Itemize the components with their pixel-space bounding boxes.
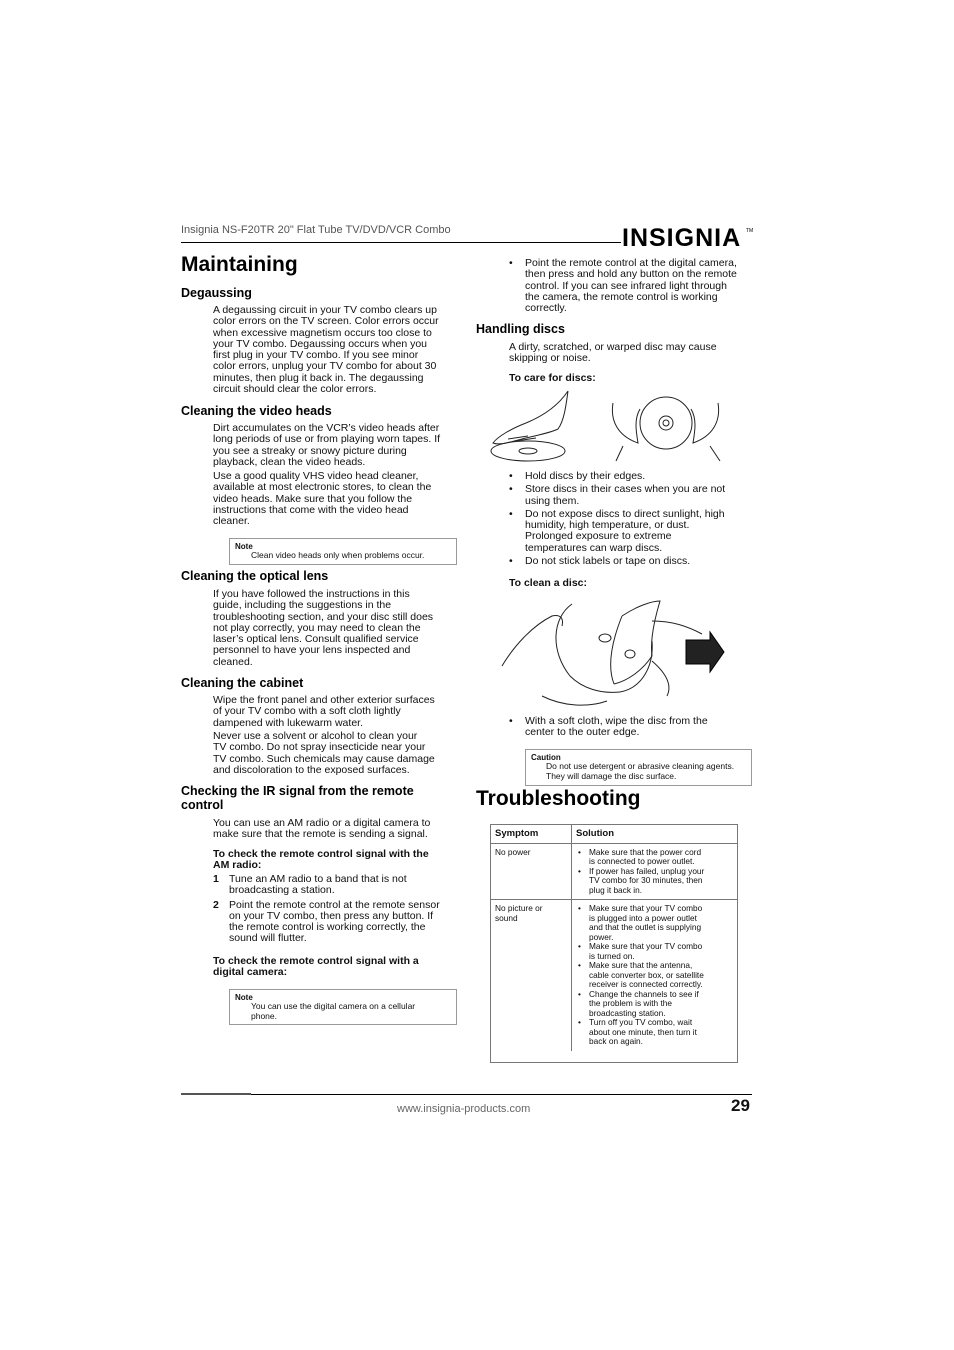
handling-discs-intro: A dirty, scratched, or warped disc may cause skipping or noise. — [509, 341, 717, 365]
video-heads-text-1: Dirt accumulates on the VCR’s video heads after long periods of use or from playing worn tapes. If you see a streaky or snowy picture during playback, clean the video heads. — [213, 422, 441, 468]
degaussing-heading: Degaussing — [181, 286, 252, 300]
page-title: Maintaining — [181, 253, 298, 276]
page-number: 29 — [731, 1096, 750, 1115]
running-header: Insignia NS-F20TR 20" Flat Tube TV/DVD/VCR Combo — [181, 224, 451, 236]
table-row — [491, 843, 737, 900]
footer-url: www.insignia-products.com — [397, 1103, 531, 1115]
caution-text: Do not use detergent or abrasive cleaning agents. They will damage the disc surface. — [546, 761, 735, 781]
camera-heading: To check the remote control signal with a digital camera: — [213, 955, 419, 979]
note-text: Clean video heads only when problems occur. — [251, 550, 425, 560]
note-label: Note — [235, 542, 253, 551]
svg-text:INSIGNIA: INSIGNIA — [622, 224, 742, 252]
video-heads-heading: Cleaning the video heads — [181, 404, 332, 418]
step-item: 1 Tune an AM radio to a band that is not broadcasting a station. — [213, 873, 407, 897]
cabinet-text-2: Never use a solvent or alcohol to clean your TV combo. Do not spray insecticide near your TV combo. Such chemicals may cause damage and discoloration to the exposed surfaces. — [213, 730, 435, 776]
camera-bullet-list — [509, 258, 754, 314]
symptom-cell: No power — [491, 843, 572, 900]
list-item: • With a soft cloth, wipe the disc from the center to the outer edge. — [509, 716, 754, 739]
list-item: • Hold discs by their edges. — [509, 471, 754, 482]
handling-discs-heading: Handling discs — [476, 322, 565, 336]
clean-bullet-list — [509, 716, 754, 739]
list-item: • Do not stick labels or tape on discs. — [509, 556, 754, 567]
video-heads-note — [229, 538, 457, 565]
camera-note — [229, 989, 457, 1025]
insignia-logo — [622, 220, 752, 254]
optical-lens-text: If you have followed the instructions in this guide, including the suggestions in the troubleshooting section, and your disc still does not play correctly, you may need to clean the laser’s optical lens. Consult qualified service personnel to have your lens inspected and cleaned. — [213, 588, 434, 668]
note-label: Note — [235, 993, 253, 1002]
am-radio-heading: To check the remote control signal with the AM radio: — [213, 848, 429, 872]
cabinet-heading: Cleaning the cabinet — [181, 676, 304, 690]
troubleshooting-table — [490, 824, 738, 1063]
note-text: You can use the digital camera on a cellular phone. — [251, 1001, 416, 1021]
symptom-cell: No picture or sound — [491, 900, 572, 1051]
care-bullet-list — [509, 471, 754, 567]
list-item: • Store discs in their cases when you are not using them. — [509, 484, 754, 507]
disc-holding-illustration — [488, 391, 733, 469]
degaussing-text: A degaussing circuit in your TV combo clears up color errors on the TV screen. Color errors occur when excessive magnetism occurs too close to your TV combo. Degaussing occurs when you first plug in your TV combo. If you see minor color errors, unplug your TV combo for about 30 minutes, then plug it back in. The degaussing circuit should clear the color errors. — [213, 304, 439, 396]
solution-cell: • Make sure that the power cord is connected to power outlet. • If power has failed, unplug your TV combo for 30 minutes, then plug it back in. — [572, 843, 738, 900]
svg-text:TM: TM — [746, 228, 754, 234]
am-radio-steps — [213, 874, 463, 948]
symptom-header: Symptom — [491, 825, 572, 843]
solution-header: Solution — [572, 825, 738, 843]
optical-lens-heading: Cleaning the optical lens — [181, 569, 329, 583]
cabinet-text-1: Wipe the front panel and other exterior surfaces of your TV combo with a soft cloth lightly dampened with lukewarm water. — [213, 694, 435, 729]
footer-accent-rule — [181, 1093, 251, 1095]
troubleshooting-title: Troubleshooting — [476, 787, 641, 810]
step-item: 2 Point the remote control at the remote sensor on your TV combo, then press any button. If the remote control is working correctly, the sound will flutter. — [213, 898, 440, 945]
clean-heading: To clean a disc: — [509, 577, 587, 589]
caution-box — [525, 749, 752, 786]
ir-signal-intro: You can use an AM radio or a digital camera to make sure that the remote is sending a signal. — [213, 817, 431, 841]
care-heading: To care for discs: — [509, 372, 596, 384]
disc-cleaning-illustration — [502, 596, 726, 712]
solution-cell: • Make sure that your TV combo is plugged into a power outlet and that the outlet is supplying power. • Make sure that your TV combo is turned on. • Make sure that the antenna, cable converter box, or satellite receiver is connected correctly. • Change the channels to see if the problem is with the broadcasting station. • Turn off you TV combo, wait about one minute, then turn it back on again. — [572, 900, 738, 1051]
list-item: • Point the remote control at the digital camera, then press and hold any button on the remote control. If you can see infrared light through the camera, the remote control is working correctly. — [509, 258, 754, 314]
list-item: • Do not expose discs to direct sunlight, high humidity, high temperature, or dust. Prolonged exposure to extreme temperatures can warp discs. — [509, 509, 754, 554]
header-rule — [181, 242, 621, 243]
ir-signal-heading: Checking the IR signal from the remote control — [181, 784, 414, 812]
table-row — [491, 900, 737, 1051]
footer-rule — [181, 1094, 752, 1095]
video-heads-text-2: Use a good quality VHS video head cleaner, available at most electronic stores, to clean the video heads. Make sure that you follow the instructions that come with the video head cleaner. — [213, 470, 432, 528]
caution-label: Caution — [531, 753, 561, 762]
